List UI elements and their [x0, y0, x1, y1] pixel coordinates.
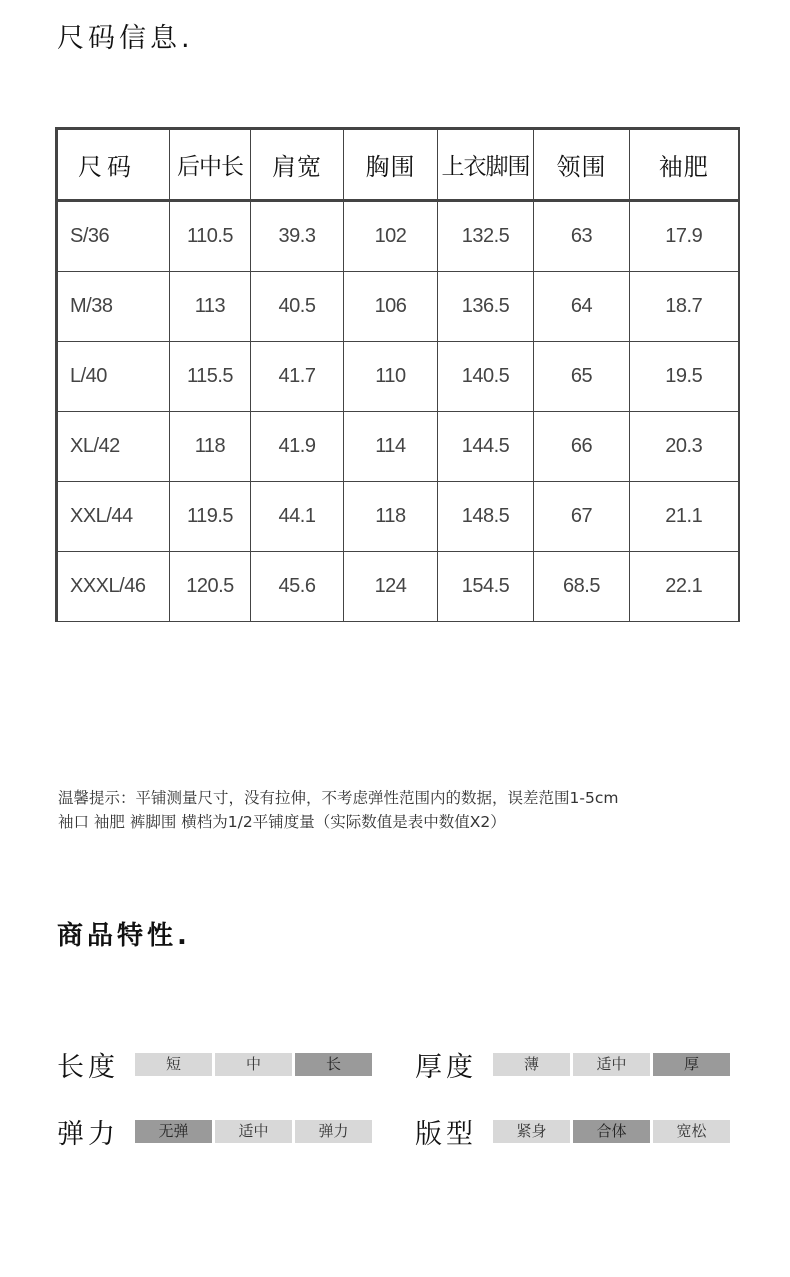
feature-elasticity: [57, 1115, 372, 1150]
cell-collar: 63: [534, 201, 630, 272]
feature-fit: [415, 1115, 730, 1150]
option-loose: 宽松: [653, 1120, 730, 1143]
option-short: 短: [135, 1053, 212, 1076]
feature-elasticity-options: [135, 1120, 372, 1143]
header-sleeve-width: 袖肥: [630, 129, 739, 201]
cell-hem: 148.5: [438, 482, 534, 552]
header-size: 尺码: [57, 129, 170, 201]
cell-collar: 66: [534, 412, 630, 482]
cell-shoulder: 39.3: [251, 201, 344, 272]
header-back-length: 后中长: [170, 129, 251, 201]
table-row: [57, 201, 739, 272]
cell-size: XL/42: [57, 412, 170, 482]
feature-thickness-label: 厚度: [415, 1051, 477, 1083]
cell-hem: 140.5: [438, 342, 534, 412]
cell-sleeve-width: 19.5: [630, 342, 739, 412]
table-row: [57, 272, 739, 342]
option-medium: 中: [215, 1053, 292, 1076]
feature-length-options: [135, 1053, 372, 1076]
cell-size: XXXL/46: [57, 552, 170, 622]
option-thin: 薄: [493, 1053, 570, 1076]
option-moderate: 适中: [573, 1053, 650, 1076]
cell-collar: 64: [534, 272, 630, 342]
header-shoulder: 肩宽: [251, 129, 344, 201]
cell-size: XXL/44: [57, 482, 170, 552]
cell-shoulder: 41.7: [251, 342, 344, 412]
feature-elasticity-label: 弹力: [57, 1118, 119, 1150]
cell-sleeve-width: 17.9: [630, 201, 739, 272]
option-moderate-stretch: 适中: [215, 1120, 292, 1143]
size-table: [55, 127, 740, 622]
option-stretch: 弹力: [295, 1120, 372, 1143]
cell-size: S/36: [57, 201, 170, 272]
header-chest: 胸围: [344, 129, 438, 201]
cell-hem: 132.5: [438, 201, 534, 272]
cell-hem: 154.5: [438, 552, 534, 622]
feature-length: [57, 1048, 372, 1083]
cell-collar: 68.5: [534, 552, 630, 622]
cell-chest: 110: [344, 342, 438, 412]
cell-shoulder: 44.1: [251, 482, 344, 552]
cell-size: M/38: [57, 272, 170, 342]
option-long: 长: [295, 1053, 372, 1076]
size-table-header-row: [57, 129, 739, 201]
measurement-note: [58, 786, 618, 834]
cell-back-length: 118: [170, 412, 251, 482]
table-row: [57, 412, 739, 482]
table-row: [57, 342, 739, 412]
cell-sleeve-width: 18.7: [630, 272, 739, 342]
option-thick: 厚: [653, 1053, 730, 1076]
cell-chest: 118: [344, 482, 438, 552]
header-collar: 领围: [534, 129, 630, 201]
feature-fit-options: [493, 1120, 730, 1143]
table-row: [57, 552, 739, 622]
option-regular: 合体: [573, 1120, 650, 1143]
cell-chest: 102: [344, 201, 438, 272]
cell-back-length: 110.5: [170, 201, 251, 272]
cell-sleeve-width: 22.1: [630, 552, 739, 622]
option-no-stretch: 无弹: [135, 1120, 212, 1143]
note-line-2: 袖口 袖肥 裤脚围 横档为1/2平铺度量（实际数值是表中数值X2）: [58, 813, 506, 831]
cell-chest: 124: [344, 552, 438, 622]
cell-chest: 106: [344, 272, 438, 342]
cell-sleeve-width: 20.3: [630, 412, 739, 482]
cell-shoulder: 40.5: [251, 272, 344, 342]
cell-back-length: 119.5: [170, 482, 251, 552]
cell-shoulder: 41.9: [251, 412, 344, 482]
option-slim: 紧身: [493, 1120, 570, 1143]
cell-collar: 65: [534, 342, 630, 412]
cell-hem: 144.5: [438, 412, 534, 482]
cell-back-length: 120.5: [170, 552, 251, 622]
header-hem: 上衣脚围: [438, 129, 534, 201]
cell-size: L/40: [57, 342, 170, 412]
feature-thickness: [415, 1048, 730, 1083]
cell-sleeve-width: 21.1: [630, 482, 739, 552]
table-row: [57, 482, 739, 552]
size-info-title: 尺码信息.: [57, 23, 194, 54]
feature-length-label: 长度: [57, 1051, 119, 1083]
cell-chest: 114: [344, 412, 438, 482]
feature-thickness-options: [493, 1053, 730, 1076]
note-line-1: 温馨提示：平铺测量尺寸，没有拉伸，不考虑弹性范围内的数据，误差范围1-5cm: [58, 789, 619, 807]
cell-back-length: 115.5: [170, 342, 251, 412]
cell-shoulder: 45.6: [251, 552, 344, 622]
cell-collar: 67: [534, 482, 630, 552]
cell-back-length: 113: [170, 272, 251, 342]
feature-fit-label: 版型: [415, 1118, 477, 1150]
features-title: 商品特性.: [57, 921, 191, 951]
cell-hem: 136.5: [438, 272, 534, 342]
